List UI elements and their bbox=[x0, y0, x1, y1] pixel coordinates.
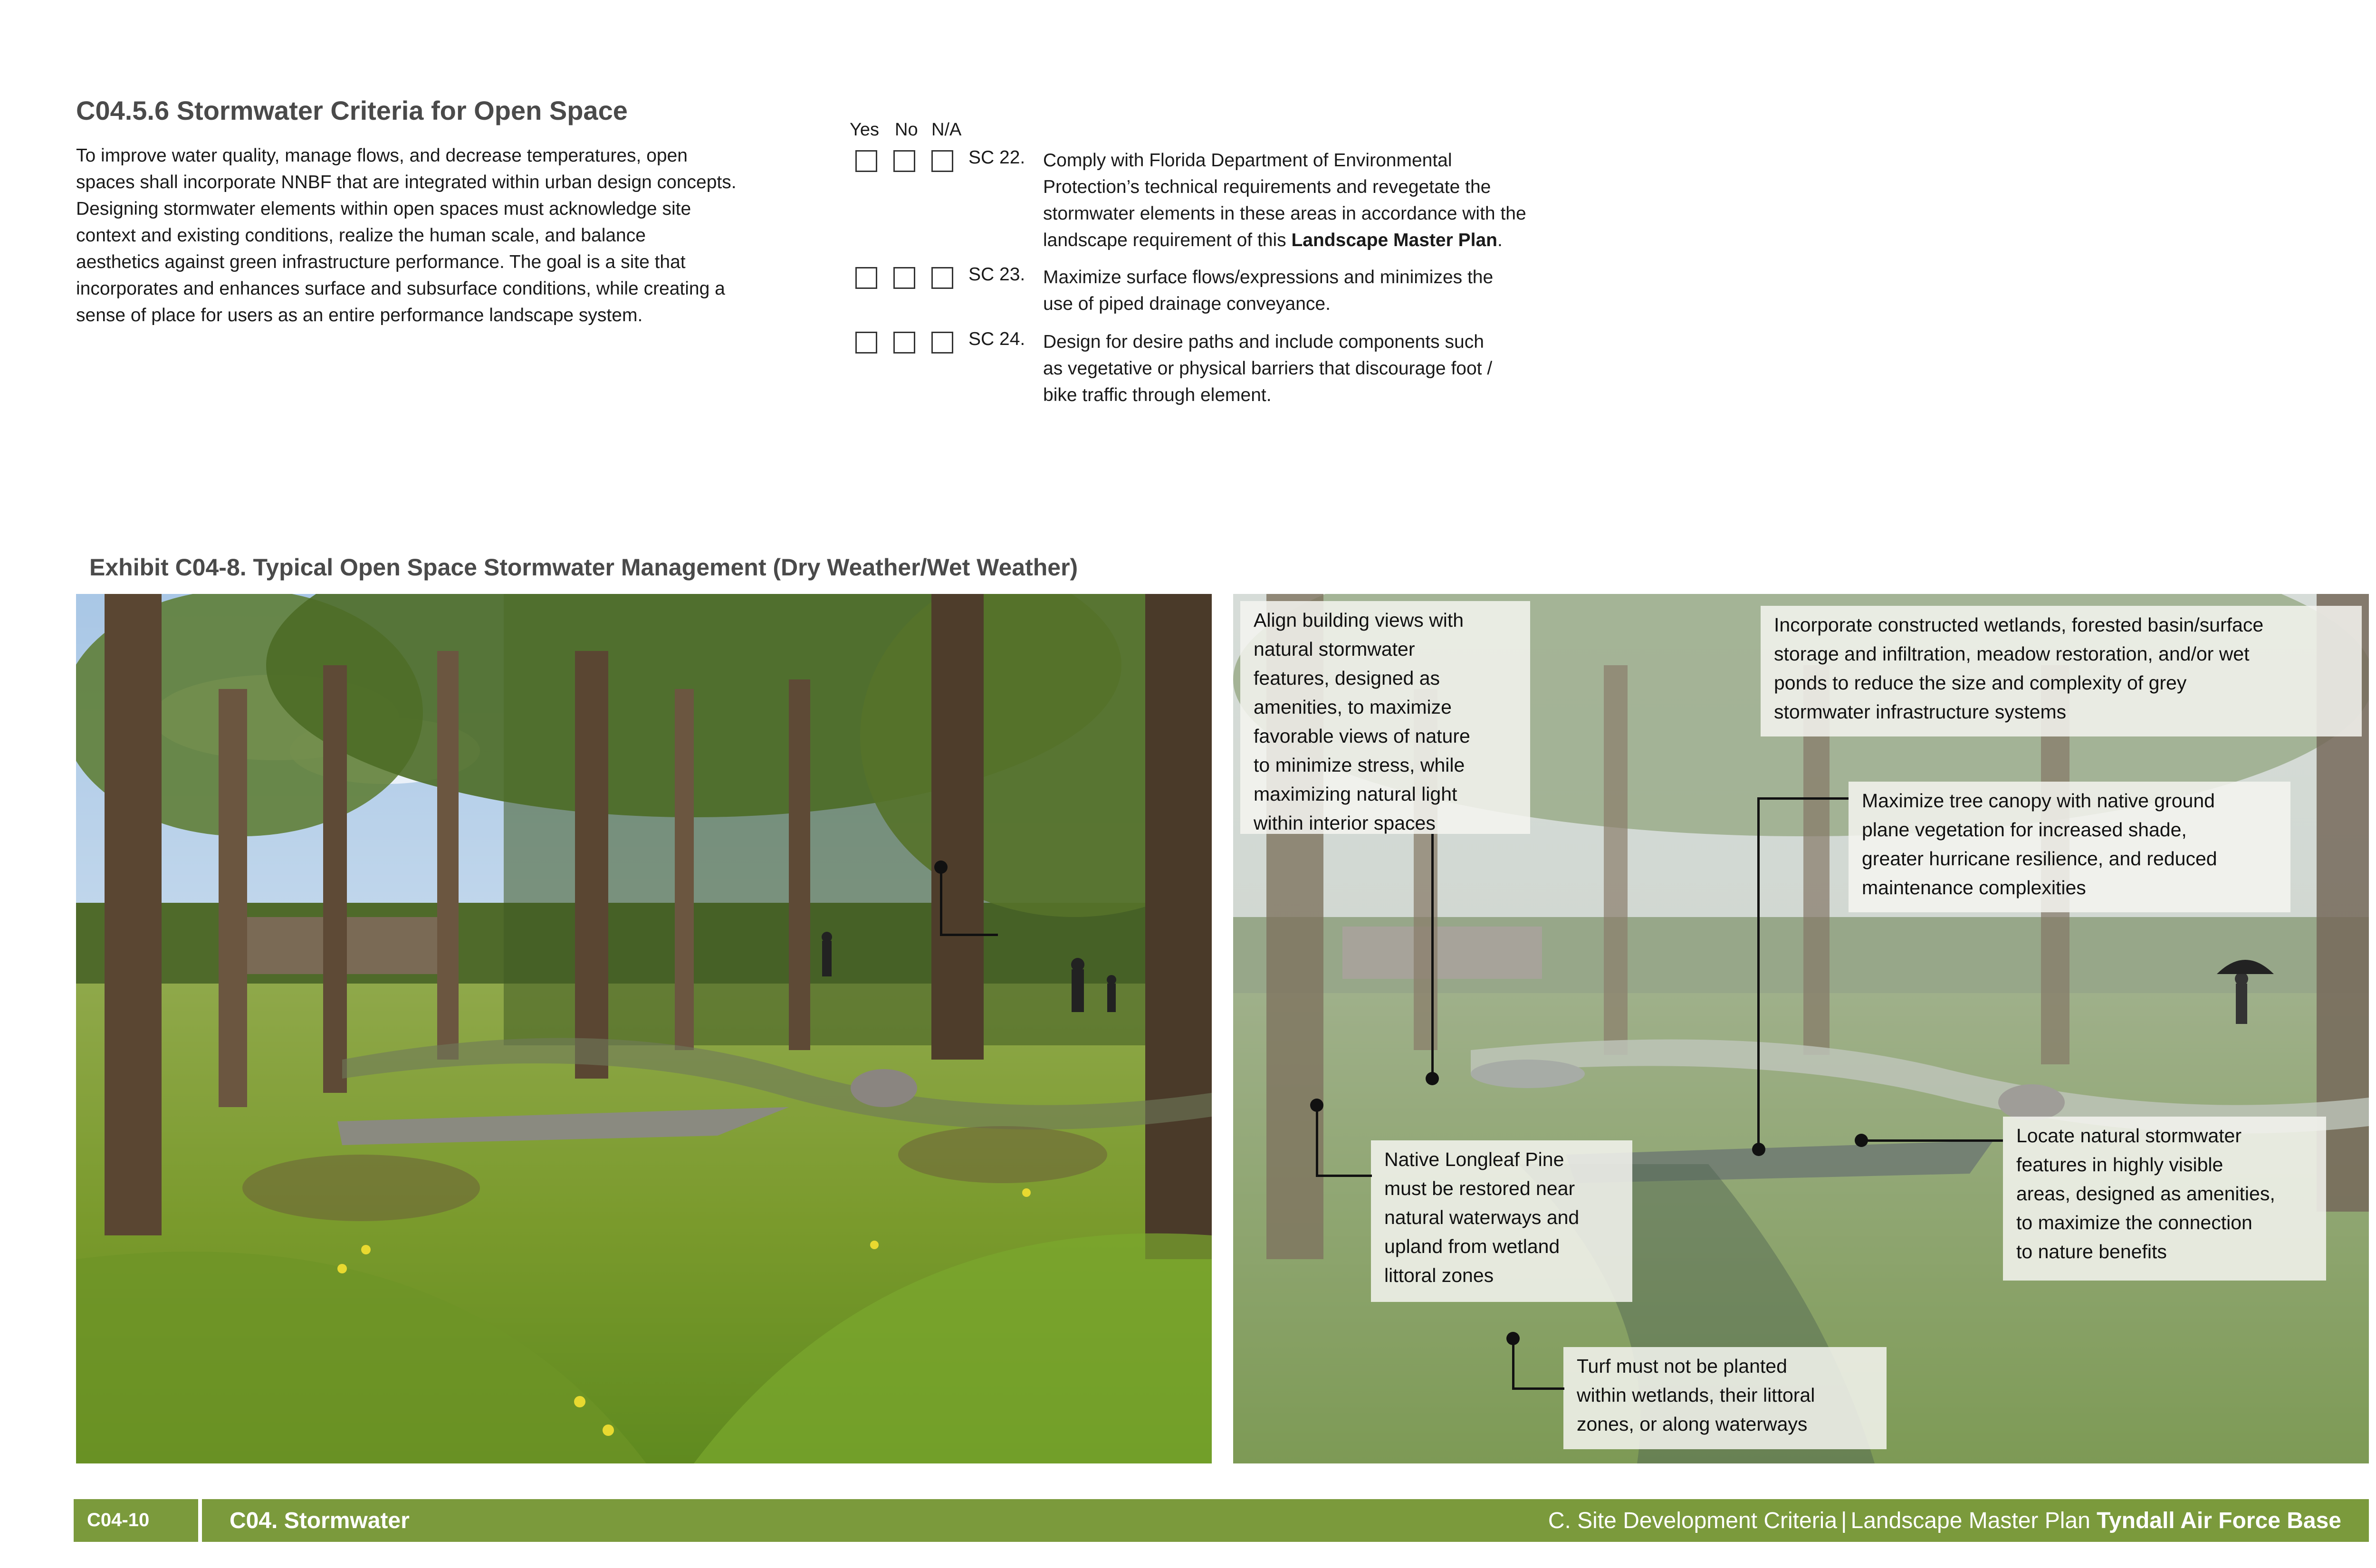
footer-separator: | bbox=[1841, 1508, 1847, 1533]
leader-line bbox=[1512, 1338, 1514, 1389]
callout-line: areas, designed as amenities, bbox=[2016, 1183, 2275, 1205]
plan-name-bold: Landscape Master Plan bbox=[1291, 230, 1497, 250]
callout-line: littoral zones bbox=[1384, 1264, 1494, 1286]
page-footer bbox=[74, 1499, 2369, 1542]
callout-line: plane vegetation for increased shade, bbox=[1862, 819, 2187, 841]
criterion-line: Design for desire paths and include components such bbox=[1043, 332, 1484, 352]
intro-line: aesthetics against green infrastructure performance. The goal is a site that bbox=[76, 252, 686, 272]
leader-line bbox=[1860, 1139, 2003, 1142]
criterion-line: stormwater elements in these areas in accordance with the bbox=[1043, 203, 1526, 224]
na-checkbox[interactable] bbox=[931, 332, 953, 354]
na-checkbox[interactable] bbox=[931, 267, 953, 289]
callout-line: storage and infiltration, meadow restoration, and/or wet bbox=[1774, 643, 2250, 665]
callout-line: to nature benefits bbox=[2016, 1241, 2167, 1262]
leader-line bbox=[1757, 797, 1849, 800]
callout-line: upland from wetland bbox=[1384, 1235, 1560, 1257]
callout-line: stormwater infrastructure systems bbox=[1774, 701, 2067, 723]
criterion-line: bike traffic through element. bbox=[1043, 385, 1272, 405]
footer-base: Tyndall Air Force Base bbox=[2097, 1508, 2341, 1533]
callout-constructed-wetlands bbox=[1761, 606, 2362, 736]
criterion-line: use of piped drainage conveyance. bbox=[1043, 294, 1331, 314]
footer-document: Landscape Master Plan bbox=[1850, 1508, 2090, 1533]
callout-locate-features bbox=[2003, 1117, 2326, 1281]
header-no: No bbox=[895, 120, 918, 140]
callout-line: zones, or along waterways bbox=[1577, 1413, 1808, 1435]
yes-checkbox[interactable] bbox=[855, 332, 877, 354]
leader-dot bbox=[1752, 1143, 1765, 1156]
criterion-code: SC 23. bbox=[968, 264, 1025, 285]
wet-weather-rendering bbox=[1233, 594, 2369, 1463]
callout-line: Maximize tree canopy with native ground bbox=[1862, 790, 2215, 812]
criterion-line: Maximize surface flows/expressions and minimizes the bbox=[1043, 267, 1494, 287]
intro-line: spaces shall incorporate NNBF that are integrated within urban design concepts. bbox=[76, 172, 737, 192]
footer-divider bbox=[198, 1499, 202, 1542]
leader-line bbox=[1757, 797, 1760, 1149]
callout-line: Native Longleaf Pine bbox=[1384, 1148, 1564, 1170]
callout-line: features, designed as bbox=[1254, 667, 1440, 689]
yes-checkbox[interactable] bbox=[855, 267, 877, 289]
callout-building-views bbox=[1240, 601, 1530, 834]
chapter-title: C04. Stormwater bbox=[230, 1508, 410, 1533]
intro-line: Designing stormwater elements within open spaces must acknowledge site bbox=[76, 199, 691, 219]
criterion-text bbox=[1043, 147, 1585, 254]
callout-line: natural stormwater bbox=[1254, 638, 1415, 660]
criterion-line-last bbox=[1043, 227, 1585, 254]
leader-line bbox=[1431, 834, 1434, 1079]
criterion-text-prefix: landscape requirement of this bbox=[1043, 230, 1292, 250]
intro-paragraph bbox=[76, 143, 803, 329]
callout-line: maintenance complexities bbox=[1862, 877, 2086, 899]
callout-line: ponds to reduce the size and complexity of grey bbox=[1774, 672, 2187, 694]
yes-checkbox[interactable] bbox=[855, 150, 877, 172]
callout-line: favorable views of nature bbox=[1254, 725, 1470, 747]
no-checkbox[interactable] bbox=[893, 267, 915, 289]
intro-line: incorporates and enhances surface and subsurface conditions, while creating a bbox=[76, 278, 725, 299]
leader-line bbox=[1512, 1387, 1564, 1390]
intro-line: sense of place for users as an entire performance landscape system. bbox=[76, 305, 643, 325]
callout-line: must be restored near bbox=[1384, 1177, 1575, 1199]
exhibit-title: Exhibit C04-8. Typical Open Space Stormwater Management (Dry Weather/Wet Weather) bbox=[89, 554, 1078, 581]
leader-line bbox=[1316, 1105, 1318, 1176]
callout-line: to maximize the connection bbox=[2016, 1212, 2252, 1233]
criterion-text bbox=[1043, 329, 1585, 409]
footer-section: C. Site Development Criteria bbox=[1548, 1508, 1838, 1533]
criterion-line: Protection’s technical requirements and revegetate the bbox=[1043, 177, 1491, 197]
callout-line: Turf must not be planted bbox=[1577, 1355, 1787, 1377]
callout-line: Locate natural stormwater bbox=[2016, 1125, 2242, 1147]
footer-document-info bbox=[1548, 1508, 2341, 1534]
intro-line: context and existing conditions, realize the human scale, and balance bbox=[76, 225, 646, 246]
header-na: N/A bbox=[931, 120, 962, 140]
callout-tree-canopy bbox=[1849, 782, 2290, 912]
leader-line bbox=[1316, 1175, 1372, 1177]
callout-line: amenities, to maximize bbox=[1254, 696, 1452, 718]
intro-line: To improve water quality, manage flows, and decrease temperatures, open bbox=[76, 145, 688, 166]
dry-weather-rendering bbox=[76, 594, 1212, 1463]
callout-line: features in highly visible bbox=[2016, 1154, 2223, 1176]
criterion-code: SC 24. bbox=[968, 329, 1025, 349]
leader-dot bbox=[1426, 1072, 1439, 1085]
callout-line: natural waterways and bbox=[1384, 1206, 1580, 1228]
callout-line: to minimize stress, while bbox=[1254, 754, 1465, 776]
criterion-line: Comply with Florida Department of Environmental bbox=[1043, 150, 1452, 171]
callout-longleaf-pine bbox=[1371, 1140, 1632, 1302]
callout-line: within wetlands, their littoral bbox=[1577, 1384, 1815, 1406]
callout-line: maximizing natural light bbox=[1254, 783, 1457, 805]
callout-line: greater hurricane resilience, and reduced bbox=[1862, 848, 2217, 870]
header-yes: Yes bbox=[850, 120, 879, 140]
callout-line: Incorporate constructed wetlands, forested basin/surface bbox=[1774, 614, 2264, 636]
page-number: C04-10 bbox=[87, 1510, 150, 1530]
callout-line: Align building views with bbox=[1254, 609, 1464, 631]
no-checkbox[interactable] bbox=[893, 150, 915, 172]
no-checkbox[interactable] bbox=[893, 332, 915, 354]
na-checkbox[interactable] bbox=[931, 150, 953, 172]
criterion-text bbox=[1043, 264, 1585, 317]
criterion-code: SC 22. bbox=[968, 147, 1025, 168]
section-title: C04.5.6 Stormwater Criteria for Open Space bbox=[76, 96, 628, 125]
callout-line: within interior spaces bbox=[1254, 812, 1436, 834]
callout-turf bbox=[1563, 1347, 1887, 1449]
criterion-text-suffix: . bbox=[1497, 230, 1503, 250]
criterion-line: as vegetative or physical barriers that discourage foot / bbox=[1043, 358, 1493, 379]
